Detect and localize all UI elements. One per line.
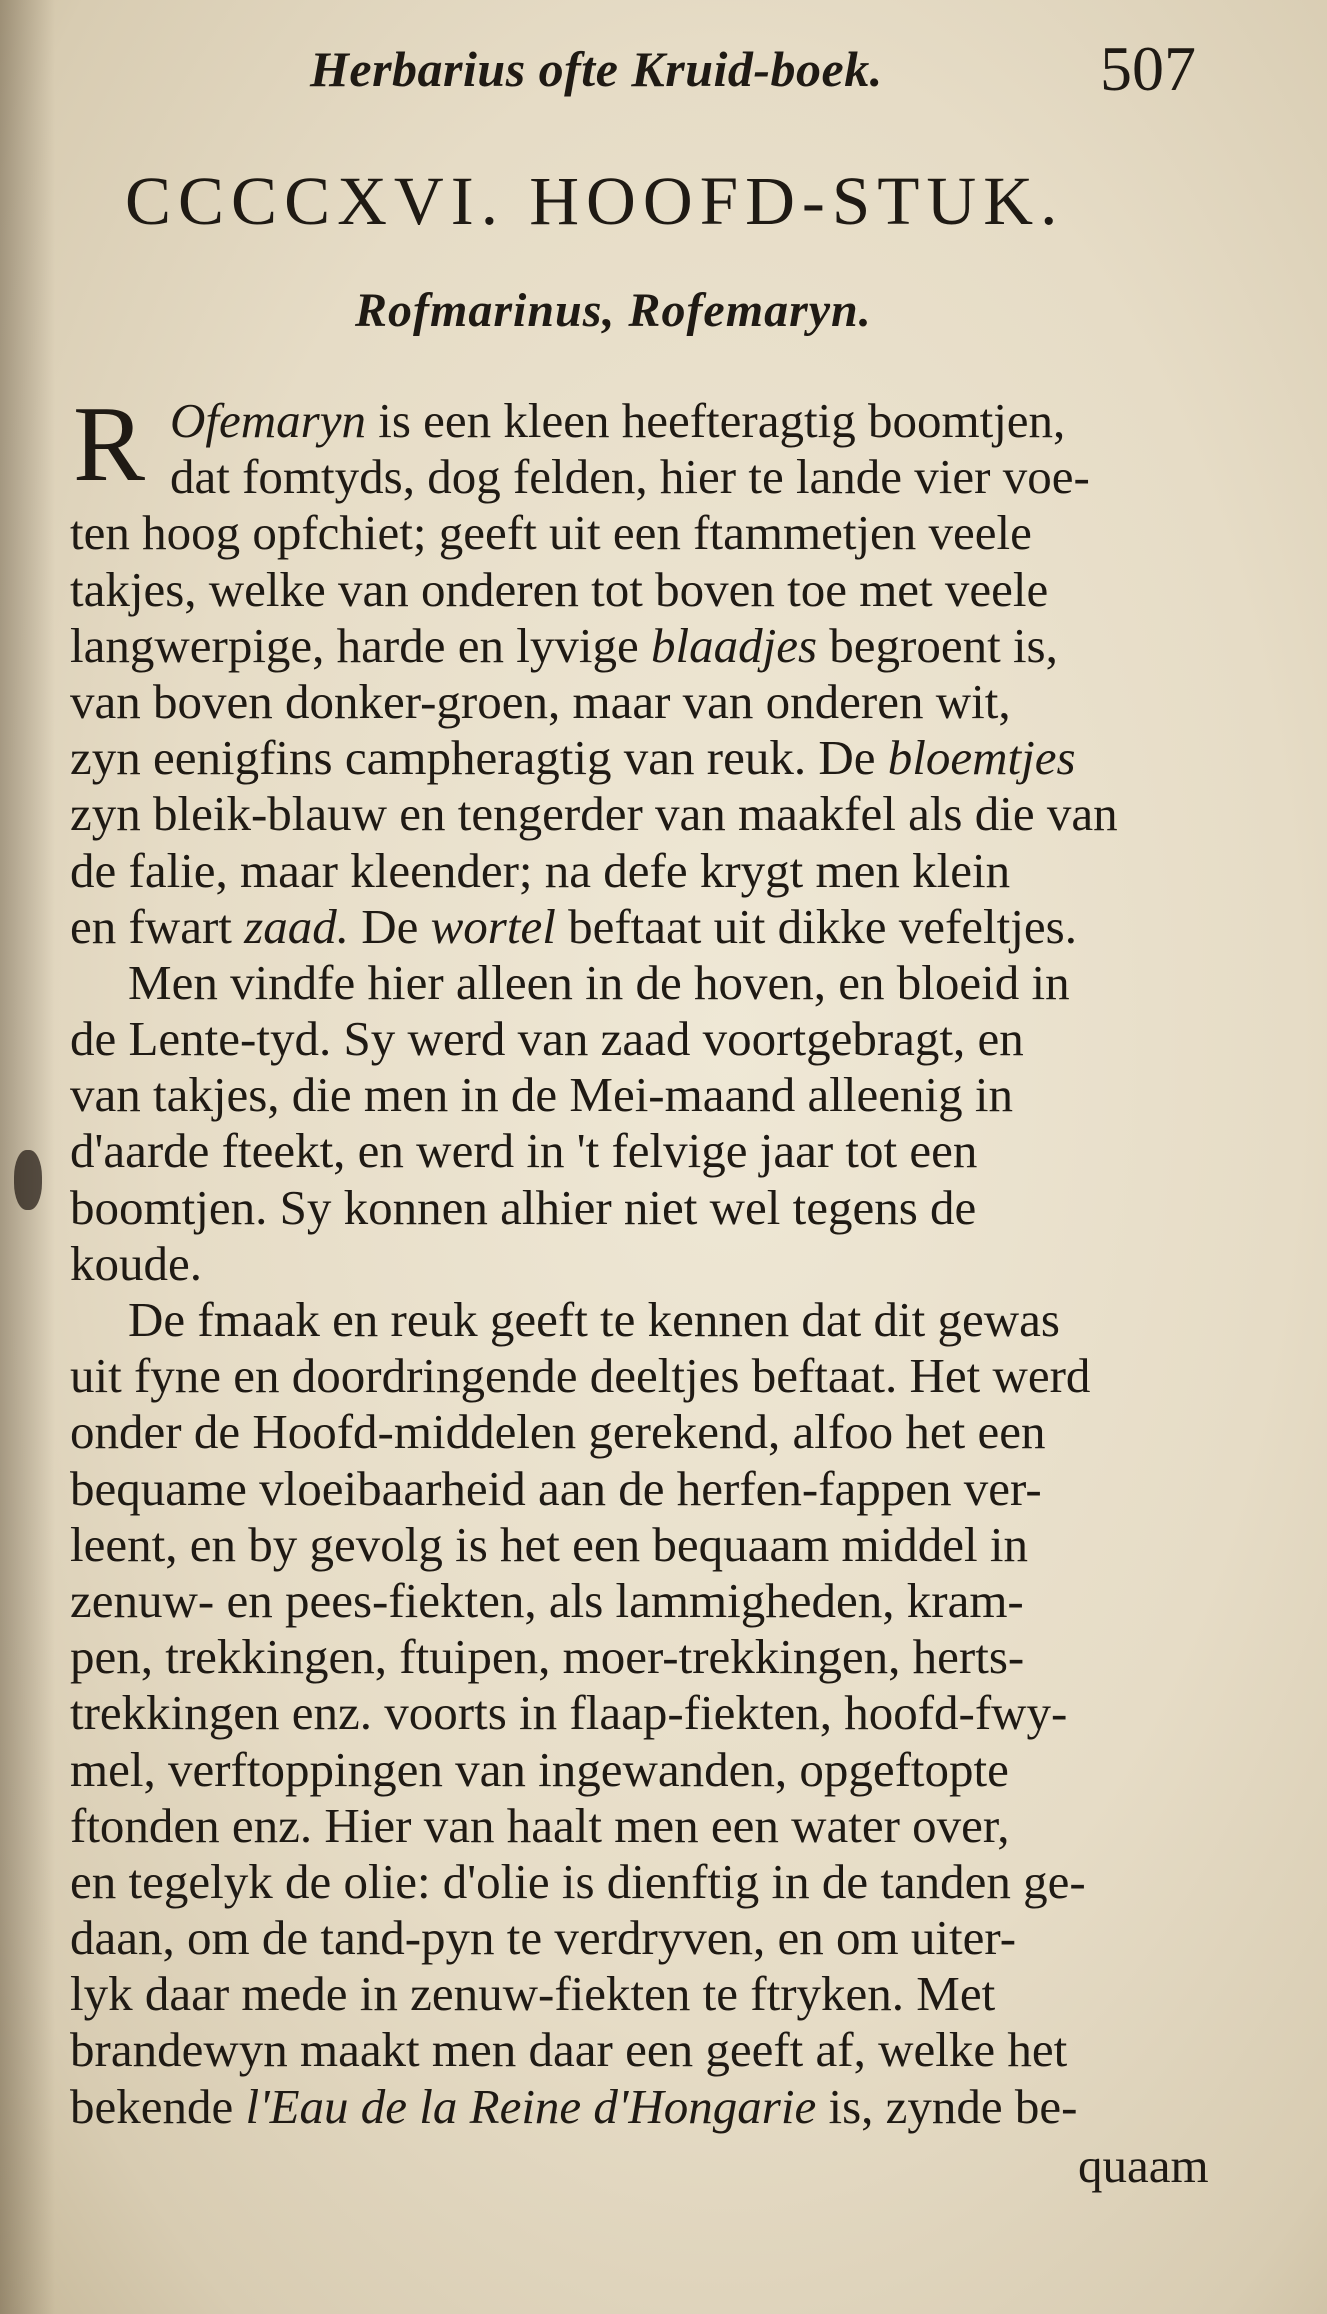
text-fragment: beftaat uit dikke vefeltjes. <box>568 898 1077 954</box>
page-number: 507 <box>1100 33 1196 104</box>
text-line <box>70 618 1220 674</box>
text-line: van takjes, die men in de Mei-maand alleenig in <box>70 1067 1013 1123</box>
text-line <box>70 899 1220 955</box>
text-line: takjes, welke van onderen tot boven toe met veele <box>70 561 1049 617</box>
chapter-title: CCCCXVI. HOOFD-STUK. <box>125 163 1065 239</box>
text-fragment: langwerpige, harde en lyvige <box>70 617 639 673</box>
term: blaadjes <box>650 617 818 673</box>
text-fragment: is, zynde be- <box>828 2078 1078 2134</box>
text-line: de falie, maar kleender; na defe krygt men klein <box>70 842 1011 898</box>
text-line: zenuw- en pees-fiekten, als lammigheden, kram- <box>70 1572 1024 1628</box>
text-line <box>70 393 1220 449</box>
chapter-subtitle: Rofmarinus, Rofemaryn. <box>355 284 872 337</box>
text-line: De fmaak en reuk geeft te kennen dat dit gewas <box>128 1292 1060 1347</box>
text-fragment: De <box>361 898 419 954</box>
ink-blot <box>14 1150 42 1210</box>
text-line: van boven donker-groen, maar van onderen wit, <box>70 673 1011 729</box>
text-line: Men vindfe hier alleen in de hoven, en bloeid in <box>128 954 1070 1010</box>
text-line: d'aarde fteekt, en werd in 't felvige jaar tot een <box>70 1123 978 1179</box>
text-line: en tegelyk de olie: d'olie is dienftig in de tanden ge- <box>70 1853 1086 1909</box>
text-fragment: en fwart <box>70 898 232 954</box>
text-line: koude. <box>70 1235 202 1291</box>
text-line: daan, om de tand-pyn te verdryven, en om uiter- <box>70 1910 1017 1966</box>
text-line: brandewyn maakt men daar een geeft af, welke het <box>70 2022 1068 2078</box>
text-line: trekkingen enz. voorts in flaap-fiekten, hoofd-fwy- <box>70 1685 1068 1741</box>
text-line: leent, en by gevolg is het een bequaam middel in <box>70 1516 1028 1572</box>
text-line: ftonden enz. Hier van haalt men een water over, <box>70 1797 1010 1853</box>
text-line <box>70 2079 1220 2135</box>
text-line: de Lente-tyd. Sy werd van zaad voortgebragt, en <box>70 1011 1024 1067</box>
text-fragment: zyn eenigfins campheragtig van reuk. De <box>70 730 876 786</box>
running-head: Herbarius ofte Kruid-boek. <box>310 41 883 97</box>
text-line: boomtjen. Sy konnen alhier niet wel tegens de <box>70 1179 977 1235</box>
text-fragment: bekende <box>70 2078 234 2134</box>
term: bloemtjes <box>887 730 1076 786</box>
text-line: pen, trekkingen, ftuipen, moer-trekkingen, herts- <box>70 1629 1025 1685</box>
text-line: uit fyne en doordringende deeltjes beftaat. Het werd <box>70 1348 1091 1404</box>
text-fragment: is een kleen heefteragtig boomtjen, <box>378 393 1066 448</box>
text-line <box>70 730 1220 786</box>
text-line: zyn bleik-blauw en tengerder van maakfel als die van <box>70 786 1118 842</box>
text-line: lyk daar mede in zenuw-fiekten te ftryken. Met <box>70 1966 996 2022</box>
text-line: mel, verftoppingen van ingewanden, opgeftopte <box>70 1741 1009 1797</box>
text-line: dat fomtyds, dog felden, hier te lande vier voe- <box>170 449 1090 505</box>
text-line: ten hoog opfchiet; geeft uit een ftammetjen veele <box>70 505 1032 561</box>
term: l'Eau de la Reine d'Hongarie <box>245 2078 817 2134</box>
text-fragment: begroent is, <box>829 617 1058 673</box>
catchword: quaam <box>1078 2138 1209 2193</box>
drop-cap: R <box>73 385 146 504</box>
text-line: bequame vloeibaarheid aan de herfen-fappen ver- <box>70 1460 1042 1516</box>
body-text <box>70 385 1220 2135</box>
term: wortel <box>430 898 556 954</box>
term: zaad. <box>244 898 349 954</box>
term: Ofemaryn <box>170 393 366 448</box>
text-line: onder de Hoofd-middelen gerekend, alfoo het een <box>70 1404 1046 1460</box>
